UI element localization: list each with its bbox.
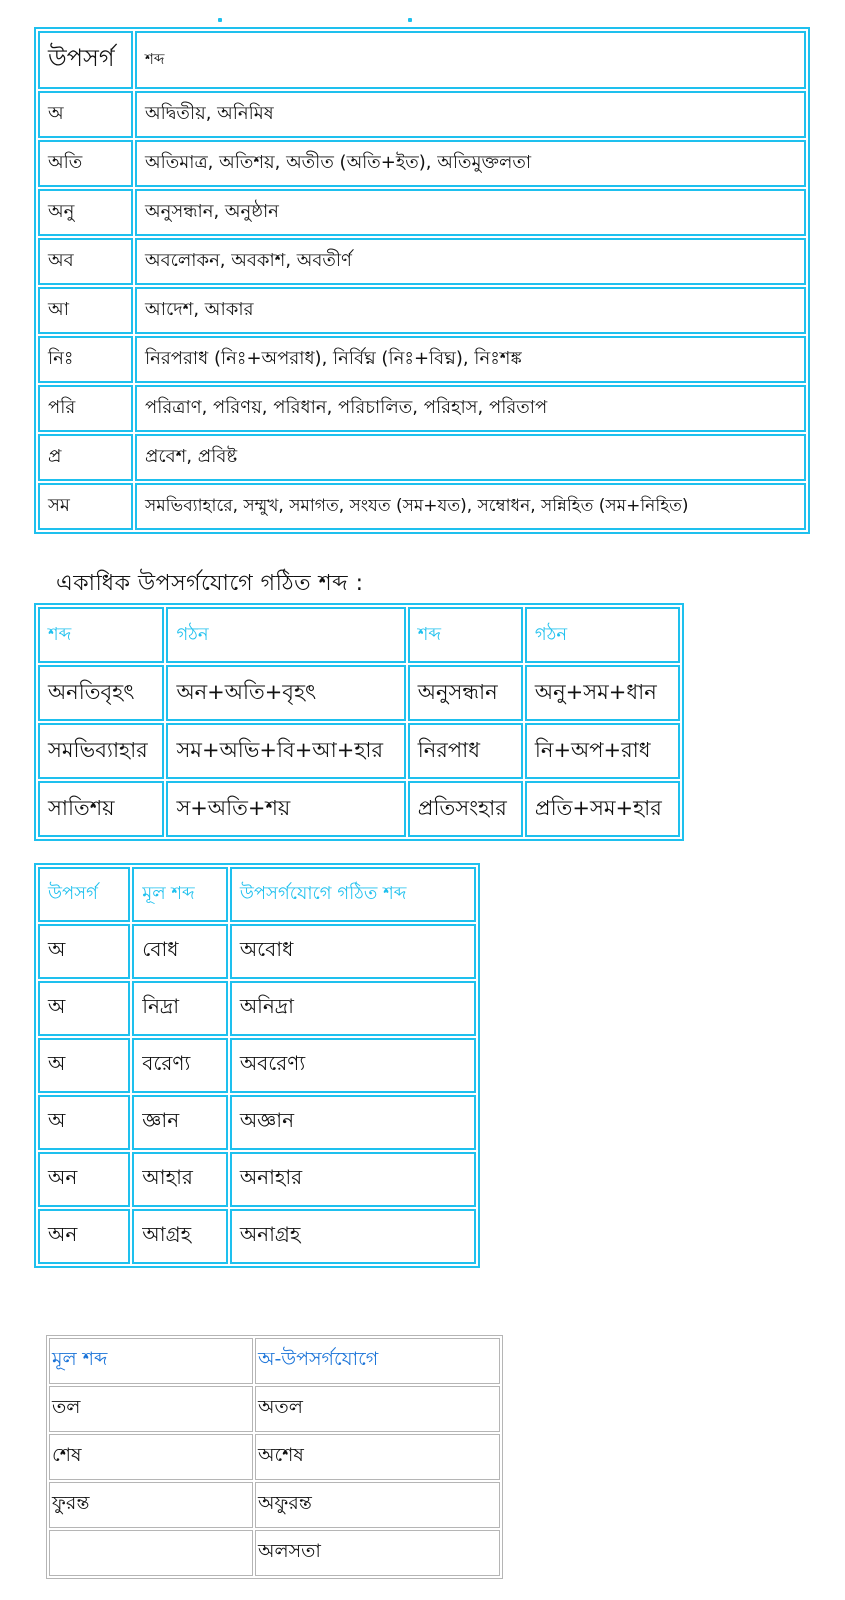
prefix-cell: অ: [38, 91, 133, 138]
derived-cell: অনাগ্রহ: [230, 1209, 476, 1264]
root-cell: আহার: [132, 1152, 228, 1207]
table-row: [49, 1482, 500, 1528]
prefix-cell: নিঃ: [38, 336, 133, 383]
table-row: [38, 189, 806, 236]
derived-cell: অফুরন্ত: [255, 1482, 500, 1528]
word-cell: নিরপাধ: [408, 723, 523, 779]
words-cell: পরিত্রাণ, পরিণয়, পরিধান, পরিচালিত, পরিহাস, পরিতাপ: [135, 385, 806, 432]
a-prefix-table: [46, 1335, 503, 1579]
table-header-row: [38, 31, 806, 89]
header-cell: গঠন: [525, 607, 680, 663]
words-cell: অতিমাত্র, অতিশয়, অতীত (অতি+ইত), অতিমুক্তলতা: [135, 140, 806, 187]
root-cell: শেষ: [49, 1434, 253, 1480]
prefix-root-table: [34, 863, 480, 1268]
table-row: [38, 238, 806, 285]
table-row: [38, 336, 806, 383]
table-row: [49, 1434, 500, 1480]
header-cell: শব্দ: [38, 607, 164, 663]
decor-dot: [408, 18, 412, 22]
prefix-cell: অ: [38, 1095, 130, 1150]
header-cell: উপসর্গ: [38, 867, 130, 922]
words-cell: প্রবেশ, প্রবিষ্ট: [135, 434, 806, 481]
prefix-cell: অ: [38, 981, 130, 1036]
formation-cell: স+অতি+শয়: [166, 781, 405, 837]
table-header-row: [38, 607, 680, 663]
prefix-cell: অ: [38, 924, 130, 979]
derived-cell: অজ্ঞান: [230, 1095, 476, 1150]
prefix-cell: আ: [38, 287, 133, 334]
section-heading: একাধিক উপসর্গযোগে গঠিত শব্দ :: [56, 571, 364, 596]
prefix-cell: অন: [38, 1209, 130, 1264]
formation-cell: নি+অপ+রাধ: [525, 723, 680, 779]
word-cell: সাতিশয়: [38, 781, 164, 837]
formation-cell: প্রতি+সম+হার: [525, 781, 680, 837]
words-cell: নিরপরাধ (নিঃ+অপরাধ), নির্বিঘ্ন (নিঃ+বিঘ্ন), নিঃশঙ্ক: [135, 336, 806, 383]
derived-cell: অশেষ: [255, 1434, 500, 1480]
prefix-words-table: [34, 27, 810, 534]
root-cell: [49, 1530, 253, 1576]
table-row: [38, 1152, 476, 1207]
prefix-cell: পরি: [38, 385, 133, 432]
word-cell: অনুসন্ধান: [408, 665, 523, 721]
table-row: [38, 91, 806, 138]
prefix-cell: অ: [38, 1038, 130, 1093]
table-row: [38, 140, 806, 187]
table-row: [38, 924, 476, 979]
header-cell: শব্দ: [135, 31, 806, 89]
words-cell: অবলোকন, অবকাশ, অবতীর্ণ: [135, 238, 806, 285]
table-row: [38, 434, 806, 481]
table-row: [38, 1095, 476, 1150]
table-row: [49, 1386, 500, 1432]
root-cell: নিদ্রা: [132, 981, 228, 1036]
prefix-cell: অন: [38, 1152, 130, 1207]
words-cell: আদেশ, আকার: [135, 287, 806, 334]
word-cell: প্রতিসংহার: [408, 781, 523, 837]
words-cell: সমভিব্যাহারে, সম্মুখ, সমাগত, সংযত (সম+যত), সম্বোধন, সন্নিহিত (সম+নিহিত): [135, 483, 806, 530]
table-row: [38, 1038, 476, 1093]
derived-cell: অতল: [255, 1386, 500, 1432]
derived-cell: অলসতা: [255, 1530, 500, 1576]
table-header-row: [38, 867, 476, 922]
header-cell: অ-উপসর্গযোগে: [255, 1338, 500, 1384]
table-row: [38, 781, 680, 837]
derived-cell: অবোধ: [230, 924, 476, 979]
table-row: [38, 483, 806, 530]
header-cell: শব্দ: [408, 607, 523, 663]
header-cell: উপসর্গ: [38, 31, 133, 89]
formation-cell: সম+অভি+বি+আ+হার: [166, 723, 405, 779]
root-cell: বরেণ্য: [132, 1038, 228, 1093]
prefix-cell: অতি: [38, 140, 133, 187]
root-cell: বোধ: [132, 924, 228, 979]
header-cell: গঠন: [166, 607, 405, 663]
formation-cell: অনু+সম+ধান: [525, 665, 680, 721]
words-cell: অনুসন্ধান, অনুষ্ঠান: [135, 189, 806, 236]
multi-prefix-table: [34, 603, 684, 841]
table-row: [38, 665, 680, 721]
root-cell: তল: [49, 1386, 253, 1432]
root-cell: ফুরন্ত: [49, 1482, 253, 1528]
word-cell: অনতিবৃহৎ: [38, 665, 164, 721]
header-cell: মূল শব্দ: [49, 1338, 253, 1384]
table-row: [38, 981, 476, 1036]
table-header-row: [49, 1338, 500, 1384]
formation-cell: অন+অতি+বৃহৎ: [166, 665, 405, 721]
derived-cell: অনিদ্রা: [230, 981, 476, 1036]
prefix-cell: অনু: [38, 189, 133, 236]
table-row: [38, 723, 680, 779]
root-cell: আগ্রহ: [132, 1209, 228, 1264]
table-row: [38, 385, 806, 432]
table-row: [49, 1530, 500, 1576]
derived-cell: অনাহার: [230, 1152, 476, 1207]
decor-dot: [218, 18, 222, 22]
root-cell: জ্ঞান: [132, 1095, 228, 1150]
header-cell: উপসর্গযোগে গঠিত শব্দ: [230, 867, 476, 922]
prefix-cell: সম: [38, 483, 133, 530]
header-cell: মূল শব্দ: [132, 867, 228, 922]
table-row: [38, 1209, 476, 1264]
word-cell: সমভিব্যাহার: [38, 723, 164, 779]
derived-cell: অবরেণ্য: [230, 1038, 476, 1093]
prefix-cell: প্র: [38, 434, 133, 481]
words-cell: অদ্বিতীয়, অনিমিষ: [135, 91, 806, 138]
prefix-cell: অব: [38, 238, 133, 285]
table-row: [38, 287, 806, 334]
